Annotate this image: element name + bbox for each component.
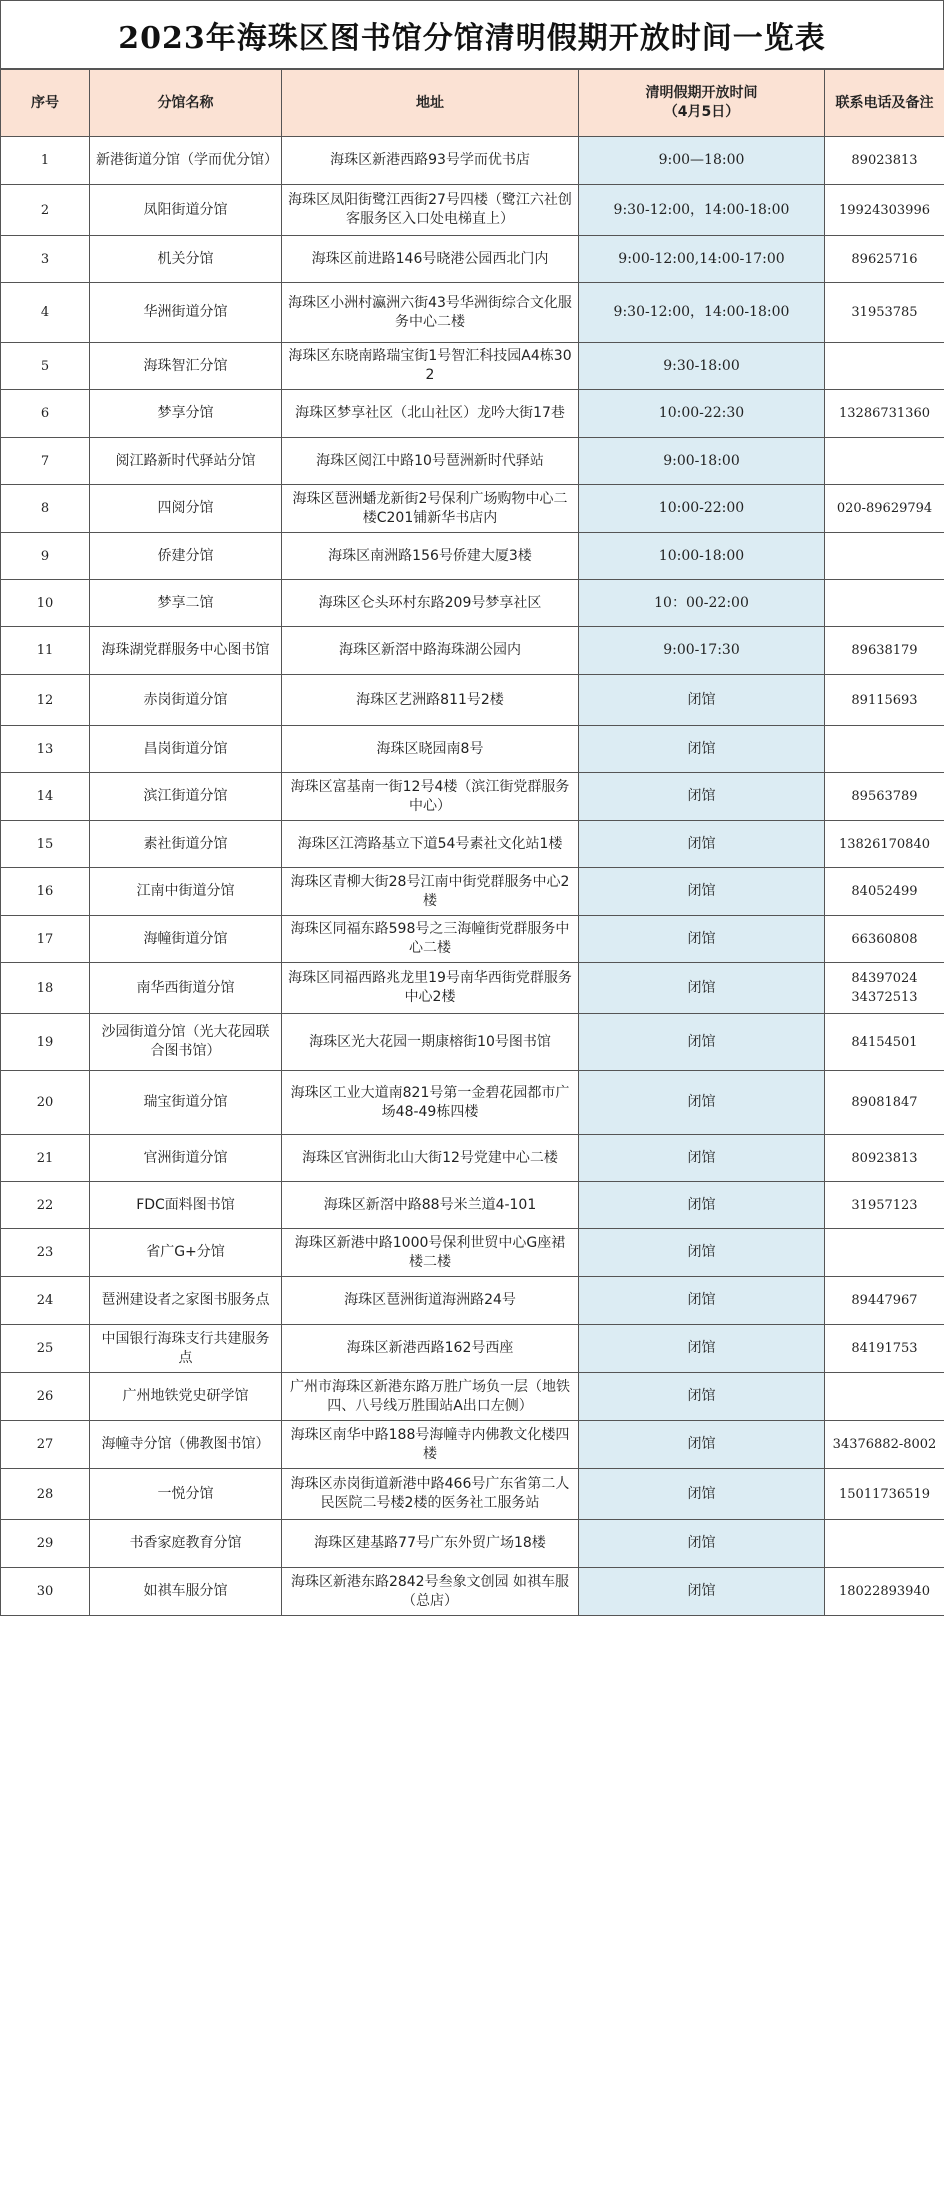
row-phone (825, 533, 944, 580)
row-index: 15 (1, 821, 90, 868)
row-branch-name: 新港街道分馆（学而优分馆） (90, 137, 282, 185)
row-branch-name: 阅江路新时代驿站分馆 (90, 438, 282, 485)
row-hours: 闭馆 (579, 916, 825, 963)
table-row (1, 1325, 944, 1373)
row-address: 海珠区官洲街北山大街12号党建中心二楼 (282, 1135, 579, 1182)
row-phone: 34376882-8002 (825, 1421, 944, 1469)
row-hours: 9:00-12:00,14:00-17:00 (579, 236, 825, 283)
row-phone (825, 438, 944, 485)
row-branch-name: 滨江街道分馆 (90, 773, 282, 821)
row-address: 海珠区光大花园一期康榕街10号图书馆 (282, 1014, 579, 1071)
row-index: 20 (1, 1071, 90, 1135)
row-address: 海珠区江湾路基立下道54号素社文化站1楼 (282, 821, 579, 868)
row-index: 18 (1, 963, 90, 1014)
row-branch-name: 机关分馆 (90, 236, 282, 283)
row-address: 海珠区阅江中路10号琶洲新时代驿站 (282, 438, 579, 485)
row-address: 广州市海珠区新港东路万胜广场负一层（地铁四、八号线万胜围站A出口左侧） (282, 1373, 579, 1421)
row-index: 25 (1, 1325, 90, 1373)
header-name: 分馆名称 (90, 70, 282, 137)
row-index: 28 (1, 1469, 90, 1520)
row-hours: 9:30-18:00 (579, 343, 825, 390)
row-index: 2 (1, 185, 90, 236)
row-hours: 10：00-22:00 (579, 580, 825, 627)
row-hours: 闭馆 (579, 821, 825, 868)
table-row (1, 821, 944, 868)
row-branch-name: 海珠智汇分馆 (90, 343, 282, 390)
row-hours: 闭馆 (579, 675, 825, 726)
row-branch-name: 海幢街道分馆 (90, 916, 282, 963)
row-index: 16 (1, 868, 90, 916)
row-branch-name: 梦享分馆 (90, 390, 282, 438)
row-hours: 9:00-18:00 (579, 438, 825, 485)
table-row (1, 675, 944, 726)
row-hours: 闭馆 (579, 726, 825, 773)
table-row (1, 1373, 944, 1421)
row-branch-name: 书香家庭教育分馆 (90, 1520, 282, 1568)
table-row (1, 773, 944, 821)
row-branch-name: 海珠湖党群服务中心图书馆 (90, 627, 282, 675)
row-address: 海珠区晓园南8号 (282, 726, 579, 773)
row-address: 海珠区南洲路156号侨建大厦3楼 (282, 533, 579, 580)
row-hours: 闭馆 (579, 1325, 825, 1373)
row-phone: 89081847 (825, 1071, 944, 1135)
row-address: 海珠区富基南一街12号4楼（滨江街党群服务中心） (282, 773, 579, 821)
row-hours: 闭馆 (579, 1469, 825, 1520)
row-index: 8 (1, 485, 90, 533)
row-hours: 闭馆 (579, 773, 825, 821)
header-index: 序号 (1, 70, 90, 137)
row-index: 9 (1, 533, 90, 580)
row-branch-name: 南华西街道分馆 (90, 963, 282, 1014)
row-index: 24 (1, 1277, 90, 1325)
row-address: 海珠区仑头环村东路209号梦享社区 (282, 580, 579, 627)
row-address: 海珠区艺洲路811号2楼 (282, 675, 579, 726)
row-phone: 89625716 (825, 236, 944, 283)
row-phone: 31957123 (825, 1182, 944, 1229)
table-row (1, 580, 944, 627)
row-index: 26 (1, 1373, 90, 1421)
row-branch-name: 侨建分馆 (90, 533, 282, 580)
row-branch-name: 海幢寺分馆（佛教图书馆） (90, 1421, 282, 1469)
row-hours: 闭馆 (579, 1373, 825, 1421)
row-address: 海珠区前进路146号晓港公园西北门内 (282, 236, 579, 283)
row-hours: 闭馆 (579, 1520, 825, 1568)
table-row (1, 1135, 944, 1182)
row-branch-name: 沙园街道分馆（光大花园联合图书馆） (90, 1014, 282, 1071)
row-phone: 84052499 (825, 868, 944, 916)
row-address: 海珠区新港东路2842号叁象文创园 如祺车服（总店） (282, 1568, 579, 1616)
row-hours: 闭馆 (579, 1014, 825, 1071)
row-branch-name: 江南中街道分馆 (90, 868, 282, 916)
header-hours-line2: （4月5日） (663, 104, 740, 120)
table-row (1, 1469, 944, 1520)
row-address: 海珠区新滘中路88号米兰道4-101 (282, 1182, 579, 1229)
table-row (1, 1520, 944, 1568)
row-index: 27 (1, 1421, 90, 1469)
row-index: 1 (1, 137, 90, 185)
table-row (1, 283, 944, 343)
row-phone (825, 343, 944, 390)
row-phone: 13286731360 (825, 390, 944, 438)
row-branch-name: 省广G+分馆 (90, 1229, 282, 1277)
row-branch-name: 中国银行海珠支行共建服务点 (90, 1325, 282, 1373)
row-hours: 10:00-22:00 (579, 485, 825, 533)
header-hours (579, 70, 825, 137)
row-phone (825, 1229, 944, 1277)
header-phone: 联系电话及备注 (825, 70, 944, 137)
row-hours: 闭馆 (579, 1071, 825, 1135)
row-index: 4 (1, 283, 90, 343)
row-branch-name: 华洲街道分馆 (90, 283, 282, 343)
row-branch-name: 如祺车服分馆 (90, 1568, 282, 1616)
row-hours: 闭馆 (579, 1421, 825, 1469)
row-phone: 84154501 (825, 1014, 944, 1071)
row-index: 19 (1, 1014, 90, 1071)
table-row (1, 343, 944, 390)
row-index: 14 (1, 773, 90, 821)
row-address: 海珠区东晓南路瑞宝街1号智汇科技园A4栋302 (282, 343, 579, 390)
row-branch-name: 素社街道分馆 (90, 821, 282, 868)
row-branch-name: 瑞宝街道分馆 (90, 1071, 282, 1135)
table-row (1, 1071, 944, 1135)
row-phone: 020-89629794 (825, 485, 944, 533)
row-phone: 89563789 (825, 773, 944, 821)
row-branch-name: FDC面料图书馆 (90, 1182, 282, 1229)
row-address: 海珠区新港西路162号西座 (282, 1325, 579, 1373)
row-address: 海珠区同福西路兆龙里19号南华西街党群服务中心2楼 (282, 963, 579, 1014)
row-index: 13 (1, 726, 90, 773)
table-row (1, 485, 944, 533)
row-hours: 闭馆 (579, 1568, 825, 1616)
row-index: 29 (1, 1520, 90, 1568)
table-row (1, 533, 944, 580)
header-row (1, 70, 944, 137)
row-phone (825, 1520, 944, 1568)
row-phone: 13826170840 (825, 821, 944, 868)
row-branch-name: 凤阳街道分馆 (90, 185, 282, 236)
row-address: 海珠区小洲村瀛洲六街43号华洲街综合文化服务中心二楼 (282, 283, 579, 343)
row-index: 30 (1, 1568, 90, 1616)
row-hours: 9:00-17:30 (579, 627, 825, 675)
row-phone: 31953785 (825, 283, 944, 343)
row-phone: 89638179 (825, 627, 944, 675)
row-hours: 闭馆 (579, 1135, 825, 1182)
row-branch-name: 赤岗街道分馆 (90, 675, 282, 726)
row-phone: 80923813 (825, 1135, 944, 1182)
row-index: 22 (1, 1182, 90, 1229)
table-row (1, 390, 944, 438)
row-address: 海珠区新滘中路海珠湖公园内 (282, 627, 579, 675)
row-hours: 10:00-18:00 (579, 533, 825, 580)
row-phone: 19924303996 (825, 185, 944, 236)
table-row (1, 627, 944, 675)
row-hours: 9:00—18:00 (579, 137, 825, 185)
branch-hours-table (0, 69, 944, 1616)
row-branch-name: 四阅分馆 (90, 485, 282, 533)
row-hours: 闭馆 (579, 963, 825, 1014)
row-branch-name: 一悦分馆 (90, 1469, 282, 1520)
table-row (1, 1277, 944, 1325)
row-branch-name: 广州地铁党史研学馆 (90, 1373, 282, 1421)
row-phone: 84397024 34372513 (825, 963, 944, 1014)
table-row (1, 1229, 944, 1277)
row-phone: 89023813 (825, 137, 944, 185)
row-hours: 闭馆 (579, 1182, 825, 1229)
row-phone: 84191753 (825, 1325, 944, 1373)
row-hours: 闭馆 (579, 1229, 825, 1277)
row-phone: 18022893940 (825, 1568, 944, 1616)
row-branch-name: 官洲街道分馆 (90, 1135, 282, 1182)
row-address: 海珠区工业大道南821号第一金碧花园都市广场48-49栋四楼 (282, 1071, 579, 1135)
row-branch-name: 昌岗街道分馆 (90, 726, 282, 773)
table-row (1, 1568, 944, 1616)
row-address: 海珠区同福东路598号之三海幢街党群服务中心二楼 (282, 916, 579, 963)
table-row (1, 916, 944, 963)
table-row (1, 137, 944, 185)
row-address: 海珠区琶洲街道海洲路24号 (282, 1277, 579, 1325)
row-address: 海珠区青柳大街28号江南中街党群服务中心2楼 (282, 868, 579, 916)
header-address: 地址 (282, 70, 579, 137)
row-branch-name: 琶洲建设者之家图书服务点 (90, 1277, 282, 1325)
row-index: 21 (1, 1135, 90, 1182)
table-row (1, 963, 944, 1014)
row-index: 7 (1, 438, 90, 485)
table-row (1, 1182, 944, 1229)
row-index: 11 (1, 627, 90, 675)
table-row (1, 726, 944, 773)
table-row (1, 868, 944, 916)
table-row (1, 1014, 944, 1071)
row-address: 海珠区新港西路93号学而优书店 (282, 137, 579, 185)
row-index: 6 (1, 390, 90, 438)
row-address: 海珠区凤阳街鹭江西街27号四楼（鹭江六社创客服务区入口处电梯直上） (282, 185, 579, 236)
row-phone (825, 580, 944, 627)
table-row (1, 185, 944, 236)
row-phone (825, 1373, 944, 1421)
row-phone (825, 726, 944, 773)
table-row (1, 438, 944, 485)
row-phone: 66360808 (825, 916, 944, 963)
row-address: 海珠区梦享社区（北山社区）龙吟大街17巷 (282, 390, 579, 438)
row-index: 12 (1, 675, 90, 726)
row-address: 海珠区赤岗街道新港中路466号广东省第二人民医院二号楼2楼的医务社工服务站 (282, 1469, 579, 1520)
row-hours: 闭馆 (579, 868, 825, 916)
page-title: 2023年海珠区图书馆分馆清明假期开放时间一览表 (0, 0, 944, 69)
table-row (1, 236, 944, 283)
row-index: 17 (1, 916, 90, 963)
row-phone: 15011736519 (825, 1469, 944, 1520)
row-address: 海珠区新港中路1000号保利世贸中心G座裙楼二楼 (282, 1229, 579, 1277)
row-hours: 9:30-12:00，14:00-18:00 (579, 185, 825, 236)
row-phone: 89115693 (825, 675, 944, 726)
row-index: 3 (1, 236, 90, 283)
row-address: 海珠区南华中路188号海幢寺内佛教文化楼四楼 (282, 1421, 579, 1469)
row-hours: 9:30-12:00，14:00-18:00 (579, 283, 825, 343)
header-hours-line1: 清明假期开放时间 (645, 85, 758, 101)
row-index: 23 (1, 1229, 90, 1277)
row-address: 海珠区建基路77号广东外贸广场18楼 (282, 1520, 579, 1568)
row-hours: 闭馆 (579, 1277, 825, 1325)
row-index: 10 (1, 580, 90, 627)
row-address: 海珠区琶洲蟠龙新街2号保利广场购物中心二楼C201铺新华书店内 (282, 485, 579, 533)
row-hours: 10:00-22:30 (579, 390, 825, 438)
row-phone: 89447967 (825, 1277, 944, 1325)
row-branch-name: 梦享二馆 (90, 580, 282, 627)
table-row (1, 1421, 944, 1469)
row-index: 5 (1, 343, 90, 390)
